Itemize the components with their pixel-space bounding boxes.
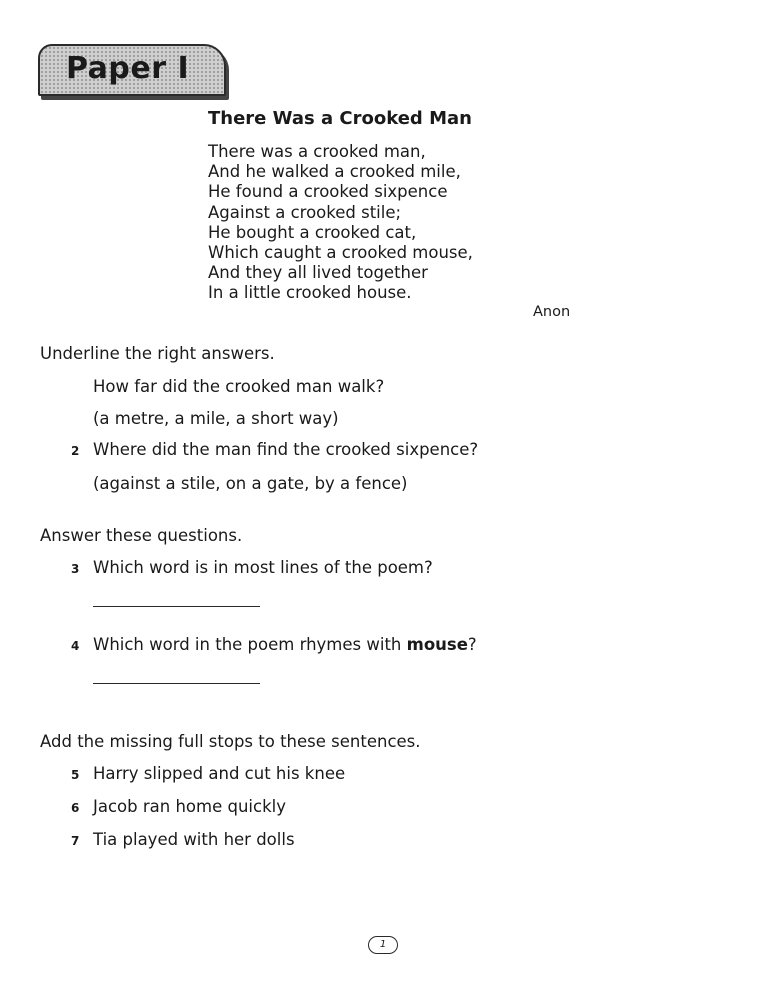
instruction-full-stops: Add the missing full stops to these sentences. <box>40 732 421 751</box>
paper-header-tab <box>38 44 226 96</box>
paper-title: Paper I <box>66 51 190 86</box>
question-3-number: 3 <box>71 562 80 576</box>
question-7-number: 7 <box>71 834 80 848</box>
answer-line-4[interactable] <box>93 683 260 684</box>
question-4-text-end: ? <box>467 635 477 654</box>
question-4-text <box>93 635 477 654</box>
question-2-options: (against a stile, on a gate, by a fence) <box>93 474 408 493</box>
poem-line: And they all lived together <box>208 263 428 283</box>
question-4-text-start: Which word in the poem rhymes with <box>93 635 407 654</box>
poem-author: Anon <box>533 304 571 320</box>
question-1-options: (a metre, a mile, a short way) <box>93 409 339 428</box>
question-6-number: 6 <box>71 801 80 815</box>
poem-title: There Was a Crooked Man <box>208 108 472 129</box>
poem-line: Against a crooked stile; <box>208 202 402 222</box>
question-7-text: Tia played with her dolls <box>93 830 295 849</box>
poem-line: In a little crooked house. <box>208 283 412 303</box>
poem-line: He found a crooked sixpence <box>208 182 448 202</box>
question-2-text: Where did the man find the crooked sixpence? <box>93 440 479 459</box>
instruction-answer: Answer these questions. <box>40 526 243 545</box>
question-1-text: How far did the crooked man walk? <box>93 377 385 396</box>
question-3-text: Which word is in most lines of the poem? <box>93 558 433 577</box>
question-5-number: 5 <box>71 768 80 782</box>
question-5-text: Harry slipped and cut his knee <box>93 764 346 783</box>
question-4-number: 4 <box>71 639 80 653</box>
poem-line: He bought a crooked cat, <box>208 222 417 242</box>
poem-line: And he walked a crooked mile, <box>208 162 461 182</box>
poem-text <box>208 142 473 304</box>
question-6-text: Jacob ran home quickly <box>93 797 286 816</box>
answer-line-3[interactable] <box>93 606 260 607</box>
page-number: 1 <box>368 936 398 954</box>
question-2-number: 2 <box>71 444 80 458</box>
instruction-underline: Underline the right answers. <box>40 344 275 363</box>
poem-line: There was a crooked man, <box>208 142 426 161</box>
question-4-bold-word: mouse <box>406 635 468 654</box>
poem-line: Which caught a crooked mouse, <box>208 243 473 263</box>
